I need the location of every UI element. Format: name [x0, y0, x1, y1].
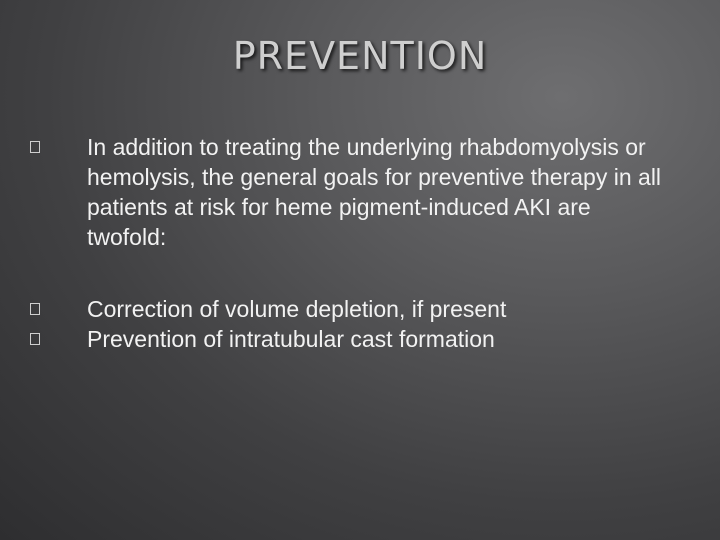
bullet-item [30, 132, 670, 252]
bullet-item [30, 324, 670, 354]
square-bullet-icon [30, 333, 40, 345]
square-bullet-icon [30, 303, 40, 315]
bullet-text: Prevention of intratubular cast formation [87, 326, 495, 352]
bullet-list [30, 132, 670, 354]
bullet-text: Correction of volume depletion, if present [87, 296, 507, 322]
slide-title: PREVENTION [232, 34, 488, 78]
bullet-text: In addition to treating the underlying rhabdomyolysis or hemolysis, the general goals for preventive therapy in all patients at risk for heme pigment-induced AKI are twofold: [87, 134, 662, 250]
bullet-item [30, 294, 670, 324]
square-bullet-icon [30, 141, 40, 153]
